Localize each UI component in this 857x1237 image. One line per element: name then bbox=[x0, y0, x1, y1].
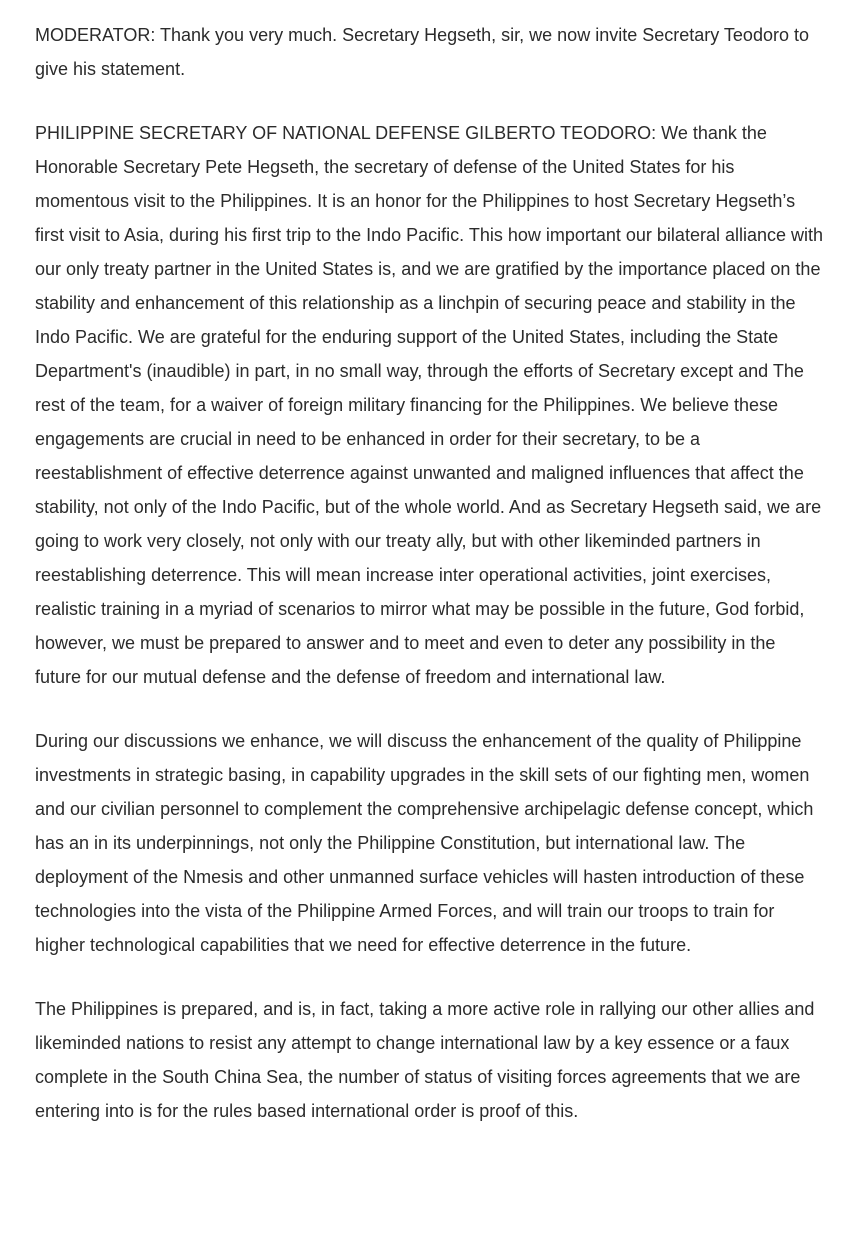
transcript-article bbox=[35, 18, 825, 1128]
paragraph-moderator: MODERATOR: Thank you very much. Secretary Hegseth, sir, we now invite Secretary Teodoro to give his statement. bbox=[35, 25, 809, 79]
paragraph-philippines-prepared: The Philippines is prepared, and is, in fact, taking a more active role in rallying our other allies and likeminded nations to resist any attempt to change international law by a key essence or a faux complete in the South China Sea, the number of status of visiting forces agreements that we are entering into is for the rules based international order is proof of this. bbox=[35, 999, 815, 1121]
paragraph-teodoro-statement: PHILIPPINE SECRETARY OF NATIONAL DEFENSE GILBERTO TEODORO: We thank the Honorable Secretary Pete Hegseth, the secretary of defense of the United States for his momentous visit to the Philippines. It is an honor for the Philippines to host Secretary Hegseth’s first visit to Asia, during his first trip to the Indo Pacific. This how important our bilateral alliance with our only treaty partner in the United States is, and we are gratified by the importance placed on the stability and enhancement of this relationship as a linchpin of securing peace and stability in the Indo Pacific. We are grateful for the enduring support of the United States, including the State Department's (inaudible) in part, in no small way, through the efforts of Secretary except and The rest of the team, for a waiver of foreign military financing for the Philippines. We believe these engagements are crucial in need to be enhanced in order for their secretary, to be a reestablishment of effective deterrence against unwanted and maligned influences that affect the stability, not only of the Indo Pacific, but of the whole world. And as Secretary Hegseth said, we are going to work very closely, not only with our treaty ally, but with other likeminded partners in reestablishing deterrence. This will mean increase inter operational activities, joint exercises, realistic training in a myriad of scenarios to mirror what may be possible in the future, God forbid, however, we must be prepared to answer and to meet and even to deter any possibility in the future for our mutual defense and the defense of freedom and international law. bbox=[35, 123, 824, 687]
paragraph-discussions: During our discussions we enhance, we will discuss the enhancement of the quality of Philippine investments in strategic basing, in capability upgrades in the skill sets of our fighting men, women and our civilian personnel to complement the comprehensive archipelagic defense concept, which has an in its underpinnings, not only the Philippine Constitution, but international law. The deployment of the Nmesis and other unmanned surface vehicles will hasten introduction of these technologies into the vista of the Philippine Armed Forces, and will train our troops to train for higher technological capabilities that we need for effective deterrence in the future. bbox=[35, 731, 814, 955]
